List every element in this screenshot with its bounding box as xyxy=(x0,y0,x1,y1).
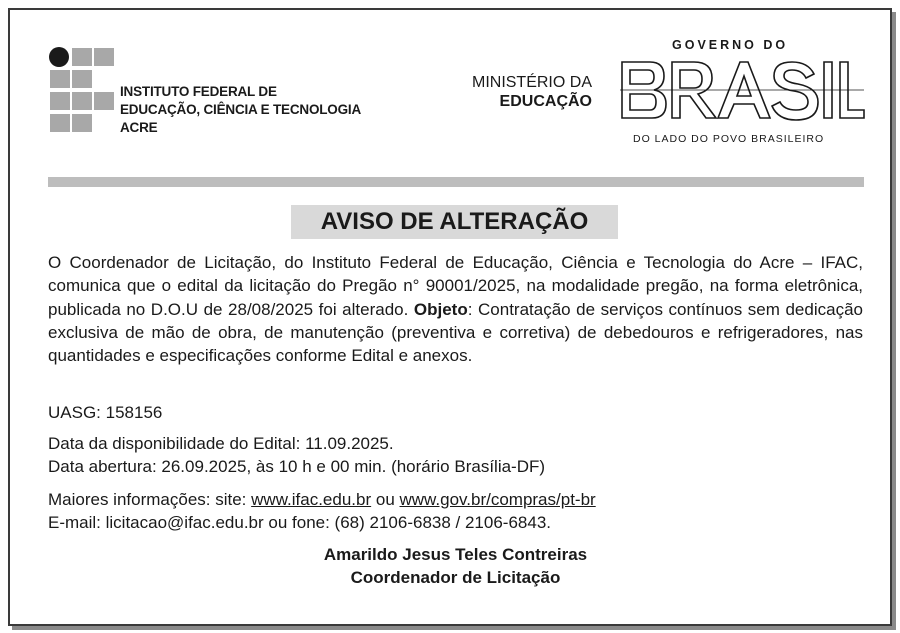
government-tagline: DO LADO DO POVO BRASILEIRO xyxy=(633,133,825,145)
notice-title: AVISO DE ALTERAÇÃO xyxy=(291,205,618,239)
info-or: ou xyxy=(371,490,400,509)
signature-role: Coordenador de Licitação xyxy=(350,568,561,587)
institute-line2: EDUCAÇÃO, CIÊNCIA E TECNOLOGIA xyxy=(120,102,362,117)
ifac-logo-icon xyxy=(48,46,116,138)
availability-date: Data da disponibilidade do Edital: 11.09.2025. xyxy=(48,434,394,453)
ministry-line2: EDUCAÇÃO xyxy=(499,93,592,110)
government-top-text: GOVERNO DO xyxy=(672,38,789,52)
notice-paragraph xyxy=(48,251,863,367)
gov-compras-link[interactable]: www.gov.br/compras/pt-br xyxy=(399,490,596,509)
contact-line: E-mail: licitacao@ifac.edu.br ou fone: (68) 2106-6838 / 2106-6843. xyxy=(48,513,552,532)
ministry-line1: MINISTÉRIO DA xyxy=(471,74,592,91)
ifac-site-link[interactable]: www.ifac.edu.br xyxy=(251,490,372,509)
opening-date: Data abertura: 26.09.2025, às 10 h e 00 min. (horário Brasília-DF) xyxy=(48,457,546,476)
institute-line3: ACRE xyxy=(120,120,158,135)
notice-paragraph-lead: O Coordenador de Licitação, do Instituto Federal de Educação, Ciência e Tecnologia do Acre – IFAC, comunica que o edital da licitação do Pregão n° 90001/2025, na modalidade pregão, na forma eletrônica, publicada no D.O.U de 28/08/2025 foi alterado. xyxy=(48,253,863,319)
signature-name: Amarildo Jesus Teles Contreiras xyxy=(323,545,588,564)
ministry-name xyxy=(440,73,592,111)
institute-name xyxy=(120,83,361,137)
object-label: Objeto xyxy=(413,299,468,319)
info-prefix: Maiores informações: site: xyxy=(48,490,252,509)
institute-line1: INSTITUTO FEDERAL DE xyxy=(120,84,277,99)
info-line xyxy=(48,489,596,511)
header-divider xyxy=(48,177,864,187)
object-text: : Contratação de serviços contínuos sem dedicação exclusiva de mão de obra, de manutenção (preventiva e corretiva) de debedouros e refrigeradores, nas quantidades e especificações conforme Edital e anexos. xyxy=(48,299,863,366)
brasil-wordmark-logo xyxy=(618,60,866,122)
uasg-line: UASG: 158156 xyxy=(48,403,163,422)
